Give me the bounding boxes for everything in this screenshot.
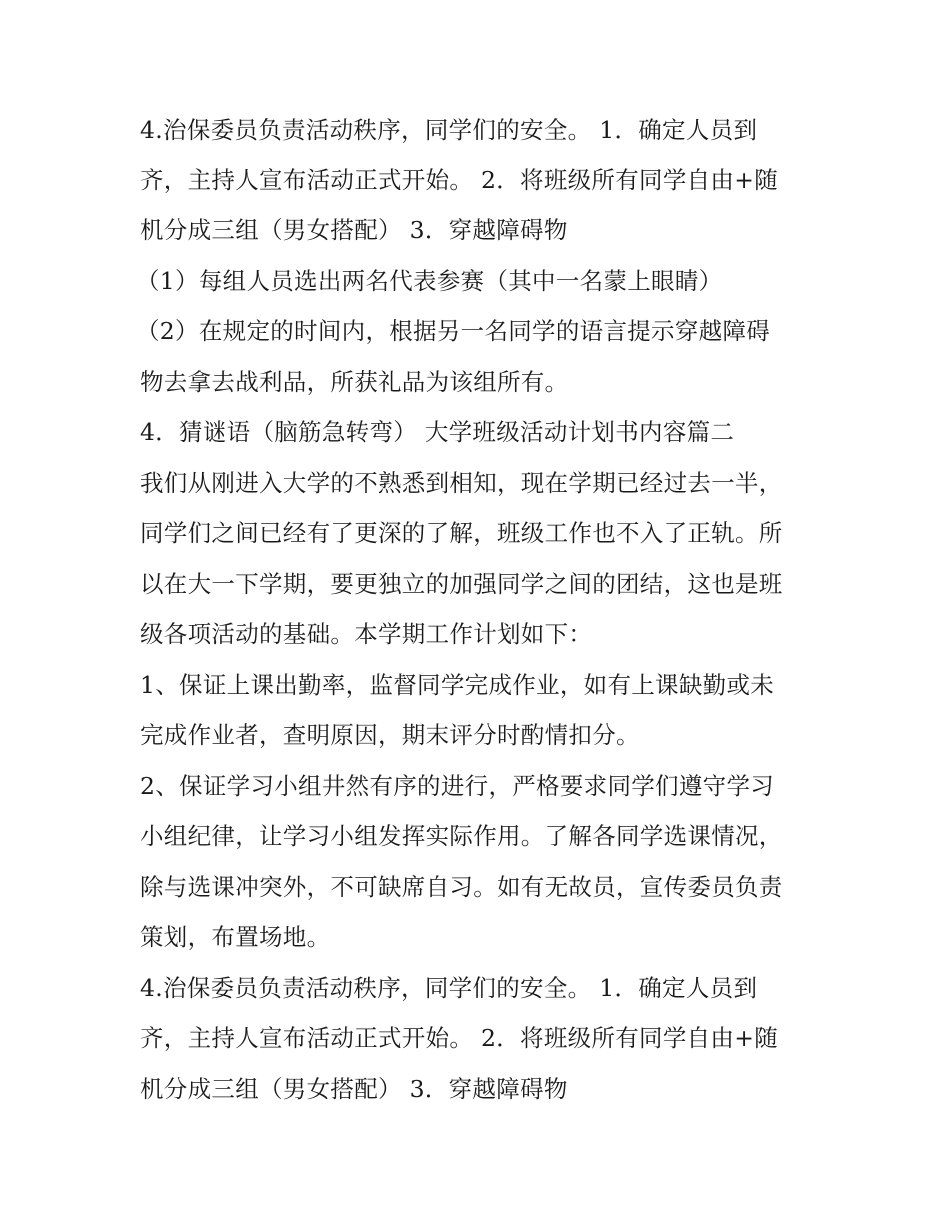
text-line: 2、保证学习小组井然有序的进行，严格要求同学们遵守学习 bbox=[140, 772, 775, 800]
text-line: 机分成三组（男女搭配） 3．穿越障碍物 bbox=[140, 1075, 568, 1103]
text-line: 策划，布置场地。 bbox=[140, 923, 331, 951]
text-line: 完成作业者，查明原因，期末评分时酌情扣分。 bbox=[140, 721, 640, 749]
text-line: （1）每组人员选出两名代表参赛（其中一名蒙上眼睛） bbox=[136, 267, 723, 295]
text-line: 机分成三组（男女搭配） 3．穿越障碍物 bbox=[140, 216, 568, 244]
text-line: 4．猜谜语（脑筋急转弯） 大学班级活动计划书内容篇二 bbox=[140, 418, 735, 446]
text-line: 同学们之间已经有了更深的了解，班级工作也不入了正轨。所 bbox=[140, 519, 783, 547]
text-line: 以在大一下学期，要更独立的加强同学之间的团结，这也是班 bbox=[140, 570, 783, 598]
text-line: 我们从刚进入大学的不熟悉到相知，现在学期已经过去一半， bbox=[140, 469, 783, 497]
text-line: 齐，主持人宣布活动正式开始。 2．将班级所有同学自由+随 bbox=[140, 166, 779, 194]
text-line: 小组纪律，让学习小组发挥实际作用。了解各同学选课情况， bbox=[140, 822, 783, 850]
text-line: 齐，主持人宣布活动正式开始。 2．将班级所有同学自由+随 bbox=[140, 1024, 779, 1052]
text-line: 除与选课冲突外，不可缺席自习。如有无故员，宣传委员负责 bbox=[140, 873, 783, 901]
text-line: 4.治保委员负责活动秩序，同学们的安全。 1．确定人员到 bbox=[140, 974, 758, 1002]
text-line: （2）在规定的时间内，根据另一名同学的语言提示穿越障碍 bbox=[136, 317, 771, 345]
text-line: 4.治保委员负责活动秩序，同学们的安全。 1．确定人员到 bbox=[140, 116, 758, 144]
text-line: 物去拿去战利品，所获礼品为该组所有。 bbox=[140, 368, 569, 396]
text-line: 级各项活动的基础。本学期工作计划如下： bbox=[140, 620, 593, 648]
text-line: 1、保证上课出勤率，监督同学完成作业，如有上课缺勤或未 bbox=[140, 671, 775, 699]
